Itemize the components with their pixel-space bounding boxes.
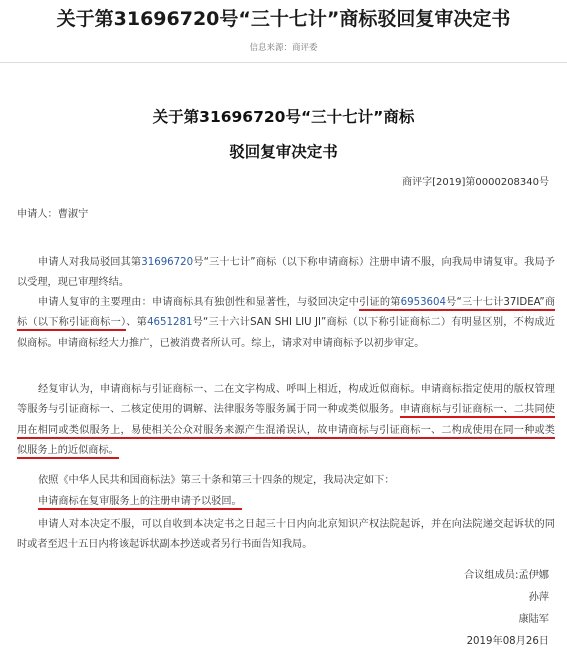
paragraph-3: [17, 380, 555, 461]
para2-mark-number-1: 6953604: [400, 297, 446, 308]
paragraph-5: 申请人对本决定不服，可以自收到本决定书之日起三十日内向北京知识产权法院起诉，并在向法院递交起诉状的同时或者至迟十五日内将该起诉状副本抄送或者另行书面告知我局。: [17, 519, 555, 551]
decision-date: 2019年08月26日: [466, 636, 549, 647]
page-title: 关于第31696720号“三十七计”商标驳回复审决定书: [56, 8, 511, 30]
para2-underlined-a: 引证的第: [359, 297, 401, 308]
para2-text-b: 、第: [126, 317, 148, 329]
para3-underlined: 申请商标与引证商标一、二共同使用在相同或类似服务上，易使相关公众对服务来源产生混淆误认，故申请商标与引证商标一、二构成使用在同一种或类似服务上的近似商标。: [17, 404, 555, 459]
applicant-line: 申请人：曹淑宁: [17, 209, 89, 220]
decision-line: [17, 492, 555, 512]
panel-members: 合议组成员:孟伊娜: [464, 570, 549, 581]
document-title-line1: 关于第31696720号“三十七计”商标: [152, 108, 415, 126]
document-number: 商评字[2019]第0000208340号: [402, 177, 549, 188]
para1-text-a: 申请人对我局驳回其第: [38, 257, 142, 268]
document-title-line2: 驳回复审决定书: [229, 143, 338, 161]
para1-mark-number: 31696720: [141, 257, 194, 268]
info-source: 信息来源：商评委: [249, 43, 318, 53]
paragraph-1: [17, 253, 555, 294]
para1-text-b: 号“三十七计”商标（以下称申请商标）注册申请不服，向我局申请复审。我局予以受理，现已审理终结。: [17, 257, 555, 289]
panel-member-2: 孙萍: [528, 592, 549, 603]
para2-text-c: 号“三十六计SAN SHI LIU JI”商标（以下称引证商标二）有明显区别，不构成近似商标。申请商标经大力推广，已被消费者所认可。综上，请求对申请商标予以初步审定。: [17, 317, 555, 349]
para3-text-a: 经复审认为，申请商标与引证商标一、二在文字构成、呼叫上相近，构成近似商标。申请商标指定使用的版权管理等服务与引证商标一、二核定使用的调解、法律服务等服务属于同一种或类似服务。: [17, 384, 555, 416]
panel-member-3: 康陆军: [518, 614, 549, 625]
divider: [0, 62, 567, 63]
para2-text-a: 申请人复审的主要理由：申请商标具有独创性和显著性，与驳回决定中: [38, 297, 360, 308]
paragraph-4: 依照《中华人民共和国商标法》第三十条和第三十四条的规定，我局决定如下：: [38, 475, 395, 486]
decision-text: 申请商标在复审服务上的注册申请予以驳回。: [38, 496, 242, 510]
paragraph-2: [17, 293, 555, 354]
para2-mark-number-2: 4651281: [147, 317, 193, 329]
para2-underlined-b: 号“三十七计37IDEA”商标（以下称引证商标一）: [17, 297, 556, 329]
